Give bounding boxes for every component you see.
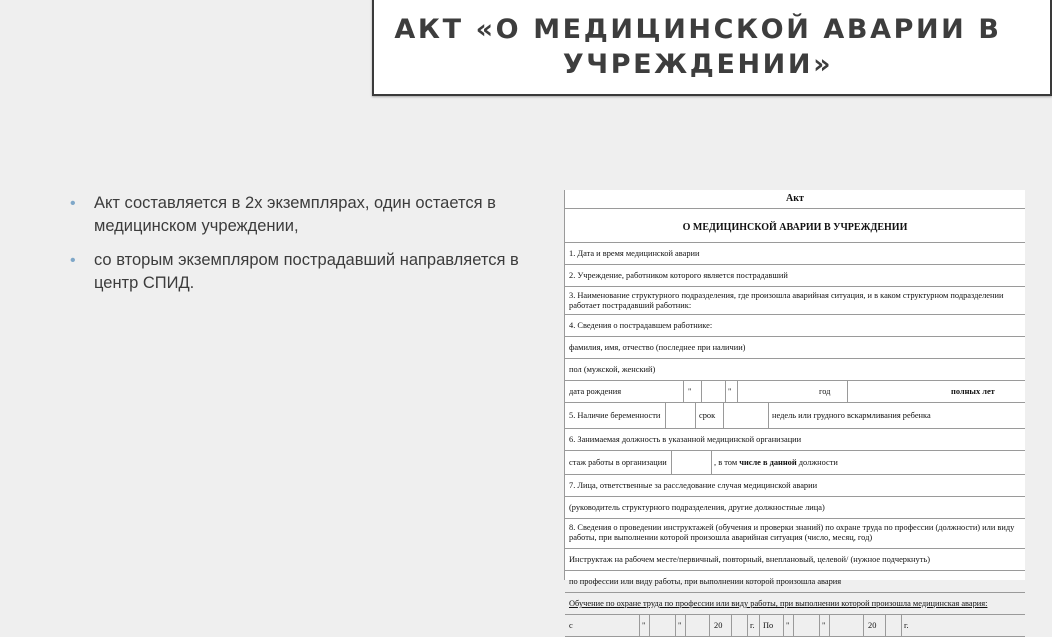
date-cell bbox=[829, 615, 864, 636]
dob-year-cell bbox=[847, 381, 948, 402]
doc-row-pregnancy bbox=[565, 403, 1025, 429]
date-cell bbox=[885, 615, 902, 636]
title-line-1: АКТ «О МЕДИЦИНСКОЙ АВАРИИ В bbox=[394, 14, 1002, 45]
doc-row-position: 6. Занимаемая должность в указанной медицинской организации bbox=[565, 429, 1025, 451]
date-cell: г. bbox=[901, 615, 914, 636]
dob-month-cell bbox=[737, 381, 814, 402]
date-cell: 20 bbox=[863, 615, 886, 636]
term-label-cell: срок bbox=[695, 403, 724, 428]
experience-text: , в том числе в данной должности bbox=[711, 451, 838, 474]
slide-title bbox=[378, 12, 1018, 82]
bullet-text: Акт составляется в 2х экземплярах, один остается в медицинском учреждении, bbox=[94, 194, 496, 235]
doc-row-dates bbox=[565, 615, 1025, 637]
experience-label: стаж работы в организации bbox=[569, 458, 667, 467]
doc-row-worker-info: 4. Сведения о пострадавшем работнике: bbox=[565, 315, 1025, 337]
date-cell: " bbox=[675, 615, 686, 636]
doc-row-managers: (руководитель структурного подразделения, другие должностные лица) bbox=[565, 497, 1025, 519]
doc-row-experience bbox=[565, 451, 1025, 475]
date-cell: " bbox=[783, 615, 794, 636]
doc-row-profession: по профессии или виду работы, при выполнении которой произошла авария bbox=[565, 571, 1025, 593]
bullet-item bbox=[70, 249, 530, 295]
doc-row-date: 1. Дата и время медицинской аварии bbox=[565, 243, 1025, 265]
date-cell: " bbox=[639, 615, 650, 636]
date-cell: 20 bbox=[709, 615, 732, 636]
dob-day-cell bbox=[701, 381, 726, 402]
doc-row-institution: 2. Учреждение, работником которого является пострадавший bbox=[565, 265, 1025, 287]
date-cell: " bbox=[819, 615, 830, 636]
doc-row-fullname: фамилия, имя, отчество (последнее при наличии) bbox=[565, 337, 1025, 359]
doc-subtitle: О МЕДИЦИНСКОЙ АВАРИИ В УЧРЕЖДЕНИИ bbox=[565, 209, 1025, 243]
doc-row-sex: пол (мужской, женский) bbox=[565, 359, 1025, 381]
title-line-2: УЧРЕЖДЕНИИ» bbox=[562, 49, 834, 80]
experience-cell bbox=[671, 451, 712, 474]
bullet-item bbox=[70, 192, 530, 238]
term-cell bbox=[723, 403, 768, 428]
doc-header: Акт bbox=[565, 190, 1025, 209]
doc-row-birthdate bbox=[565, 381, 1025, 403]
doc-row-responsible: 7. Лица, ответственные за расследование случая медицинской аварии bbox=[565, 475, 1025, 497]
date-cell bbox=[649, 615, 676, 636]
bullet-text: со вторым экземпляром пострадавший направляется в центр СПИД. bbox=[94, 251, 519, 292]
bullet-dot-icon: • bbox=[70, 195, 76, 212]
doc-row-training: Обучение по охране труда по профессии или виду работы, при выполнении которой произошла медицинская авария: bbox=[565, 593, 1025, 615]
date-cell bbox=[731, 615, 748, 636]
dob-label: дата рождения bbox=[569, 387, 622, 396]
weeks-text: недель или грудного вскармливания ребенка bbox=[768, 403, 931, 428]
dob-cell: " bbox=[683, 381, 702, 402]
full-years-label: полных лет bbox=[951, 387, 995, 396]
pregnancy-cell bbox=[665, 403, 696, 428]
dob-cell: " bbox=[725, 381, 736, 402]
document-image bbox=[564, 190, 1025, 630]
date-cell: г. bbox=[747, 615, 760, 636]
from-label: с bbox=[569, 621, 573, 630]
title-box bbox=[372, 0, 1052, 96]
pregnancy-label: 5. Наличие беременности bbox=[569, 411, 661, 420]
date-cell: По bbox=[759, 615, 784, 636]
bullet-dot-icon: • bbox=[70, 252, 76, 269]
bullet-list bbox=[70, 192, 530, 306]
date-cell bbox=[793, 615, 820, 636]
doc-row-instructions: 8. Сведения о проведении инструктажей (обучения и проверки знаний) по охране труда по профессии (должности) или виду работы, при выполнении которой произошла аварийная ситуация (число, месяц, год) bbox=[565, 519, 1025, 549]
date-cell bbox=[685, 615, 710, 636]
dob-year-label: год bbox=[819, 387, 831, 396]
doc-row-briefing: Инструктаж на рабочем месте/первичный, повторный, внеплановый, целевой/ (нужное подчеркнуть) bbox=[565, 549, 1025, 571]
doc-row-department: 3. Наименование структурного подразделения, где произошла аварийная ситуация, и в каком структурном подразделении работает пострадавший работник: bbox=[565, 287, 1025, 315]
